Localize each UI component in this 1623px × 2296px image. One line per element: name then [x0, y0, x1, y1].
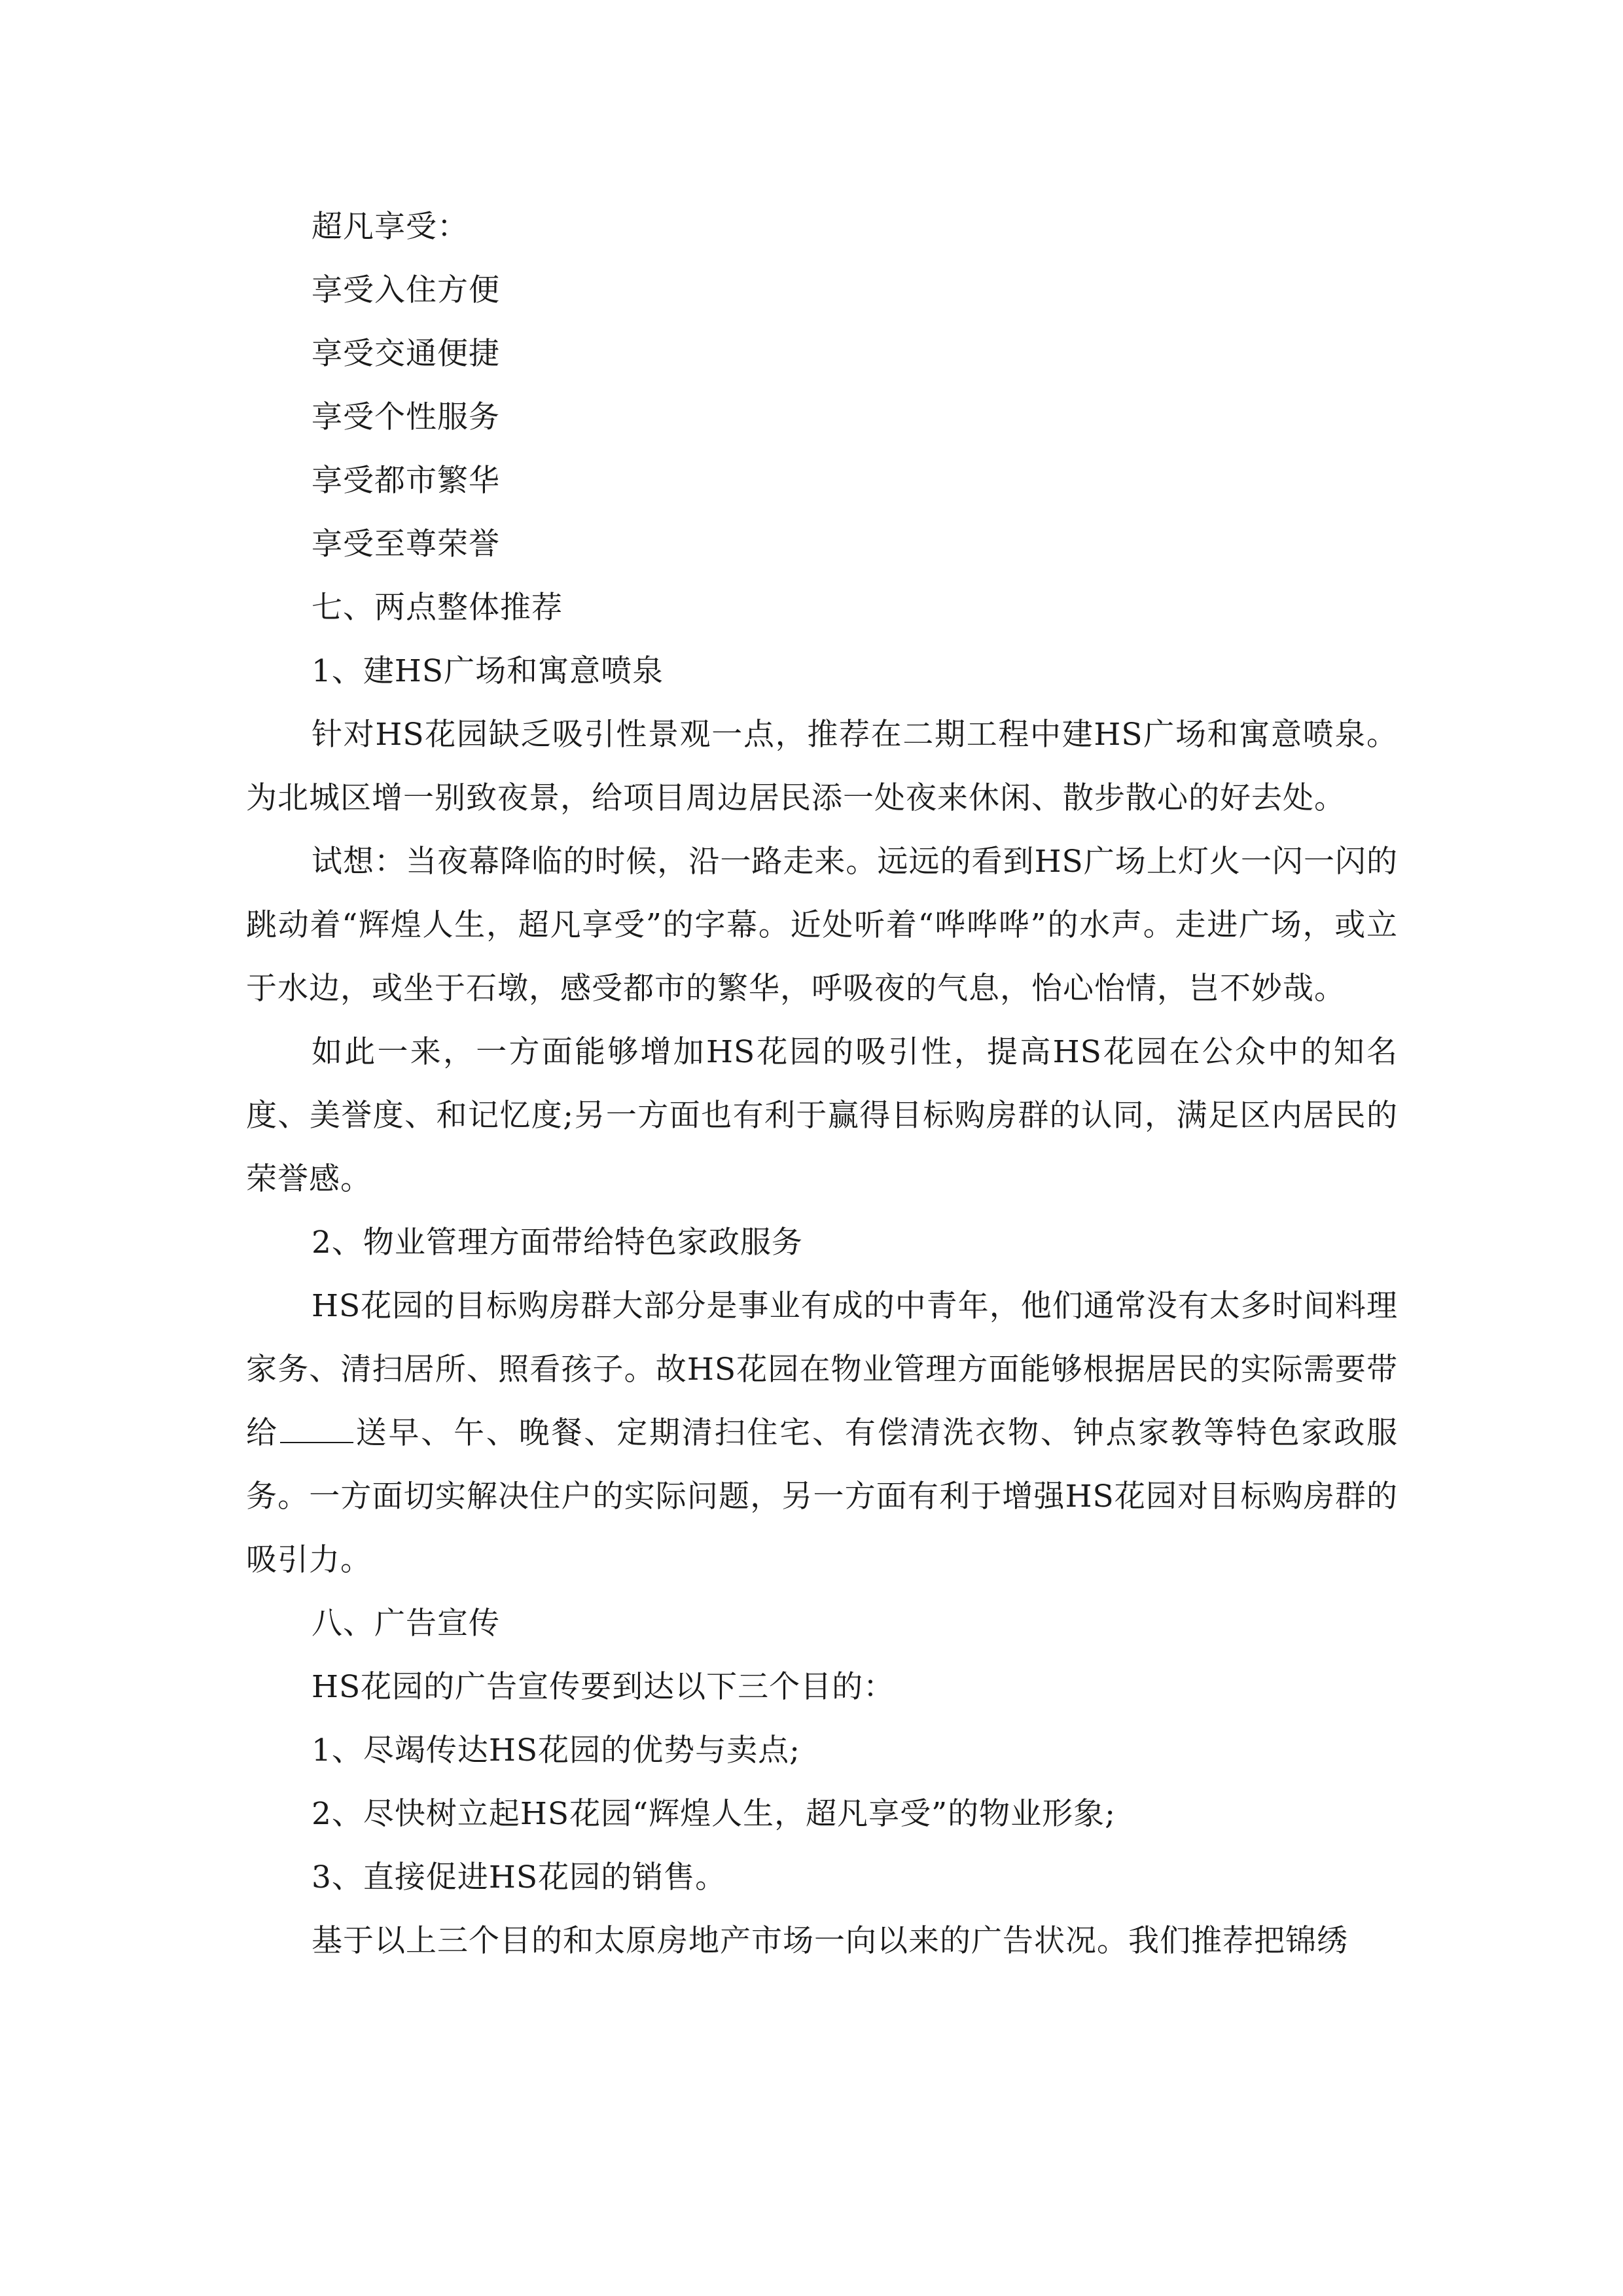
paragraph-housekeeping-part1: HS花园的目标购房群大部分是事业有成的中青年，他们通常没有太多时间料理家务、清扫居所、照看孩子。故HS花园在物业管理方面能够根据居民的实际需要带给	[246, 1288, 1398, 1451]
ad-goal-item: 2、尽快树立起HS花园“辉煌人生，超凡享受”的物业形象;	[312, 1796, 1116, 1832]
paragraph-benefit: 如此一来，一方面能够增加HS花园的吸引性，提高HS花园在公众中的知名度、美誉度、和记忆度;另一方面也有利于赢得目标购房群的认同，满足区内居民的荣誉感。	[246, 1034, 1398, 1197]
subsection-heading-1: 1、建HS广场和寓意喷泉	[312, 653, 664, 689]
paragraph-ad-strategy: 基于以上三个目的和太原房地产市场一向以来的广告状况。我们推荐把锦绣	[312, 1923, 1348, 1959]
fill-in-blank	[280, 1413, 353, 1443]
enjoy-item: 享受入住方便	[312, 272, 500, 308]
ad-goal-item: 1、尽竭传达HS花园的优势与卖点;	[312, 1732, 800, 1768]
section-heading-7: 七、两点整体推荐	[312, 590, 563, 626]
document-body	[246, 195, 1398, 1973]
paragraph-imagine: 试想：当夜幕降临的时候，沿一路走来。远远的看到HS广场上灯火一闪一闪的跳动着“辉煌人生，超凡享受”的字幕。近处听着“哗哗哗”的水声。走进广场，或立于水边，或坐于石墩，感受都市的繁华，呼吸夜的气息，怡心怡情，岂不妙哉。	[246, 844, 1398, 1007]
enjoy-heading: 超凡享受：	[312, 209, 469, 245]
enjoy-item: 享受个性服务	[312, 399, 500, 435]
enjoy-item: 享受都市繁华	[312, 463, 500, 499]
paragraph-housekeeping	[246, 1274, 1398, 1592]
section-heading-8: 八、广告宣传	[312, 1605, 500, 1641]
ad-intro: HS花园的广告宣传要到达以下三个目的：	[312, 1669, 895, 1705]
subsection-heading-2: 2、物业管理方面带给特色家政服务	[312, 1225, 803, 1261]
paragraph-fountain: 针对HS花园缺乏吸引性景观一点，推荐在二期工程中建HS广场和寓意喷泉。为北城区增一别致夜景，给项目周边居民添一处夜来休闲、散步散心的好去处。	[246, 717, 1398, 816]
ad-goal-item: 3、直接促进HS花园的销售。	[312, 1859, 727, 1895]
paragraph-housekeeping-part2: 送早、午、晚餐、定期清扫住宅、有偿清洗衣物、钟点家教等特色家政服务。一方面切实解决住户的实际问题，另一方面有利于增强HS花园对目标购房群的吸引力。	[246, 1415, 1399, 1578]
enjoy-item: 享受至尊荣誉	[312, 526, 500, 562]
enjoy-item: 享受交通便捷	[312, 336, 500, 372]
